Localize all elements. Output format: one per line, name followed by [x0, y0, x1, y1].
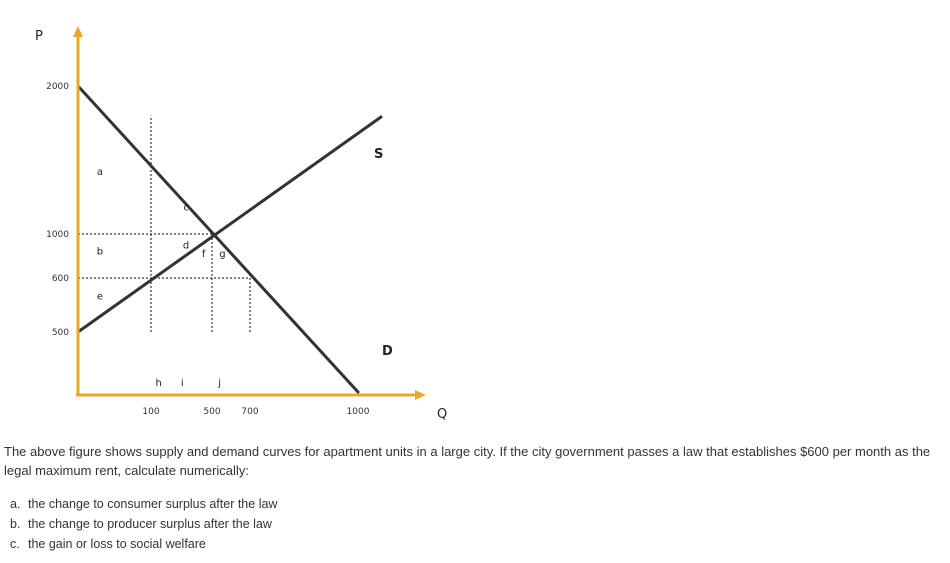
y-tick-label: 1000 — [46, 230, 69, 240]
y-axis-arrow — [73, 26, 83, 37]
supply-label: S — [374, 147, 384, 162]
y-tick-label: 2000 — [46, 82, 69, 92]
x-tick-label: 1000 — [346, 407, 370, 417]
supply-curve — [78, 117, 384, 332]
y-axis-label: P — [35, 29, 43, 44]
area-label-b: b — [96, 246, 104, 258]
question-text: The above figure shows supply and demand curves for apartment units in a large city. If the city government passes a law that establishes $600 per month as the legal maximum rent, calculate numerically: — [4, 444, 931, 478]
curves — [78, 86, 393, 392]
part-letter: b. — [10, 517, 21, 531]
area-label-h: h — [155, 378, 162, 389]
area-label-e: e — [96, 291, 103, 303]
x-tick-label: 500 — [203, 407, 221, 417]
area-label-a: a — [96, 166, 103, 178]
reference-lines — [78, 116, 250, 332]
part-letter: a. — [10, 497, 21, 511]
x-tick-label: 700 — [241, 407, 259, 417]
x-tick-label: 100 — [142, 407, 160, 417]
area-label-g: g — [219, 249, 226, 261]
part-letter: c. — [10, 537, 20, 551]
area-label-f: f — [201, 249, 206, 261]
part-text: the change to producer surplus after the law — [28, 517, 272, 531]
demand-curve — [78, 86, 358, 392]
question-parts — [10, 494, 277, 554]
y-tick-label: 600 — [51, 274, 69, 284]
question-part-c — [10, 534, 277, 554]
area-label-d: d — [182, 240, 190, 252]
part-text: the change to consumer surplus after the law — [28, 497, 278, 511]
question-part-a — [10, 494, 277, 514]
area-label-j: j — [218, 378, 221, 389]
area-label-i: i — [180, 378, 184, 389]
y-tick-label: 500 — [51, 328, 69, 338]
question-part-b — [10, 514, 277, 534]
axes — [73, 26, 426, 400]
tick-labels — [46, 82, 370, 417]
demand-label: D — [382, 344, 393, 359]
area-label-c: c — [183, 202, 189, 214]
x-axis-label: Q — [437, 407, 448, 422]
part-text: the gain or loss to social welfare — [28, 537, 206, 551]
x-axis-arrow — [415, 390, 426, 400]
